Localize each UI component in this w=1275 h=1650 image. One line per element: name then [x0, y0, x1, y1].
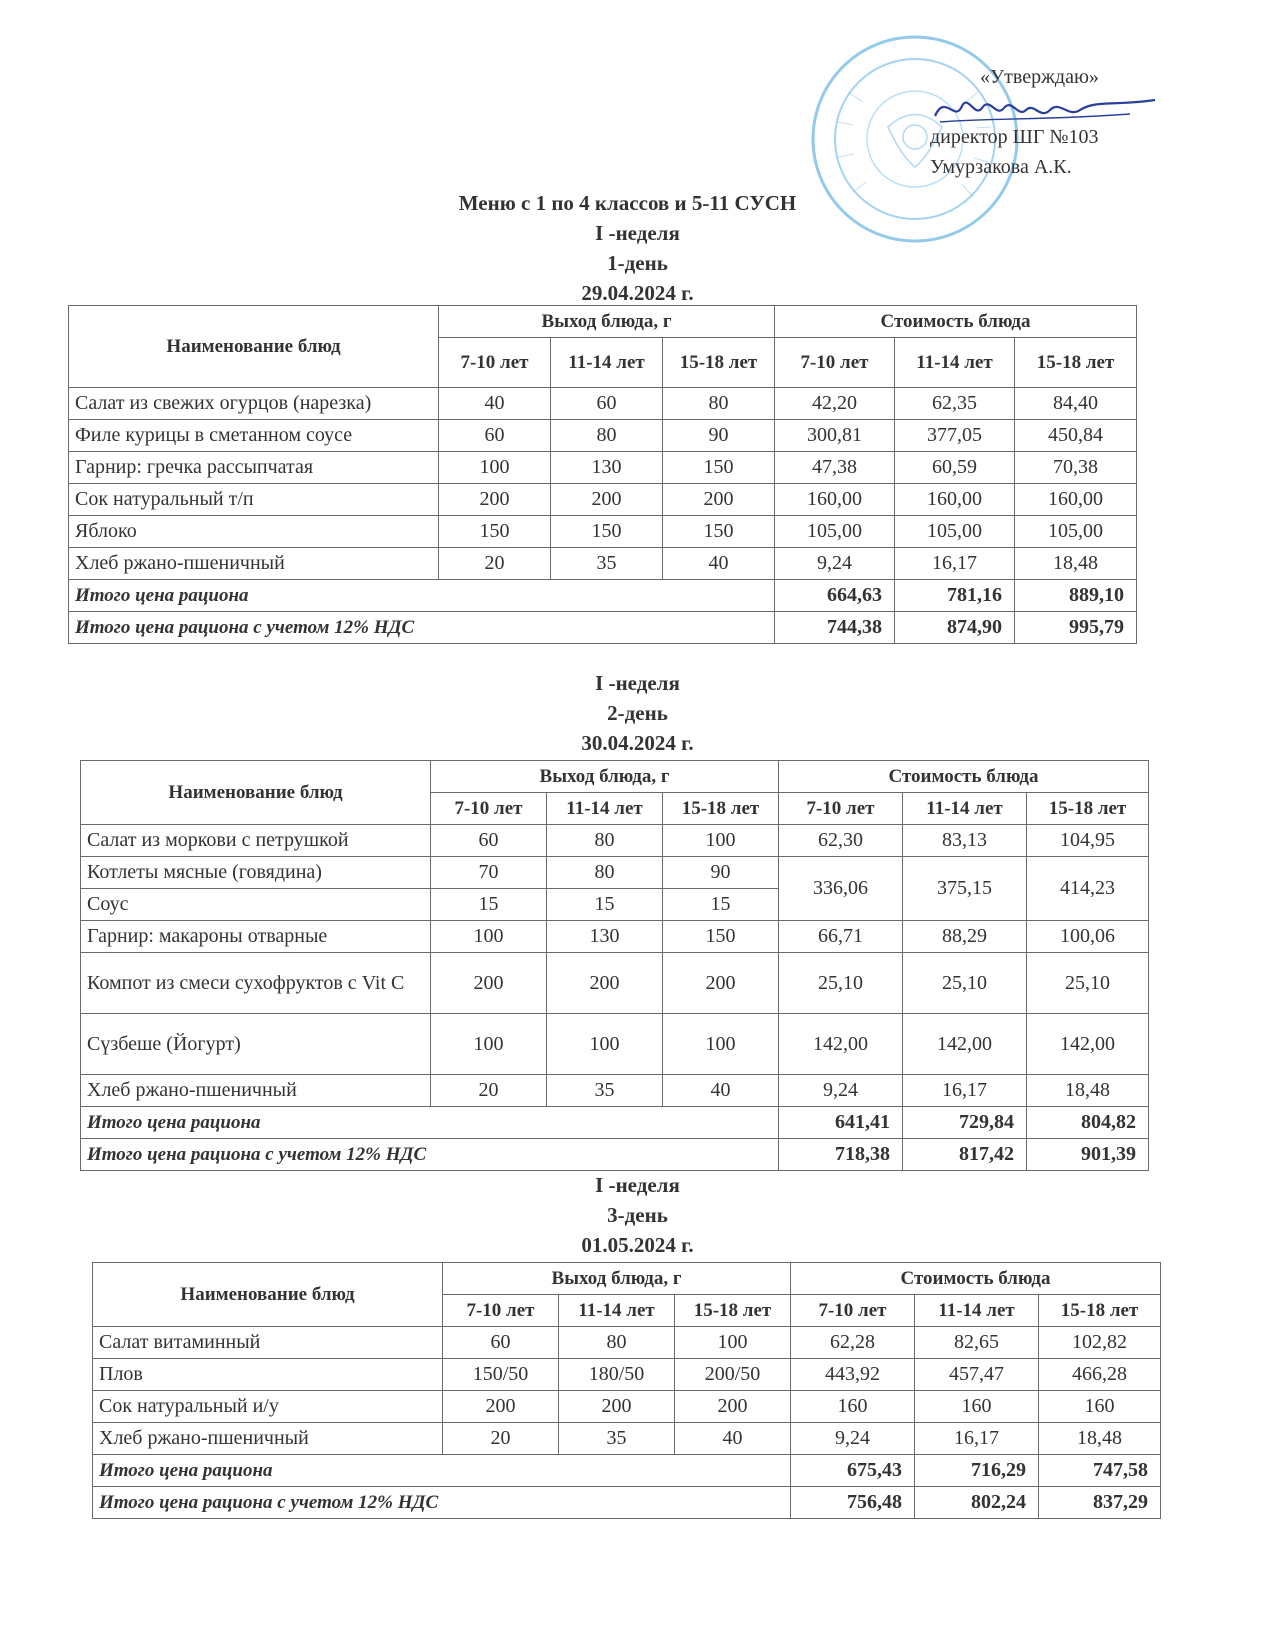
col-age: 7-10 лет	[775, 338, 895, 388]
output-value: 200	[559, 1391, 675, 1423]
cost-value: 450,84	[1015, 420, 1137, 452]
output-value: 80	[547, 825, 663, 857]
dish-name: Салат витаминный	[93, 1327, 443, 1359]
approval-name: Умурзакова А.К.	[930, 156, 1072, 178]
dish-name: Филе курицы в сметанном соусе	[69, 420, 439, 452]
day3-menu-table	[92, 1262, 1161, 1519]
output-value: 70	[431, 857, 547, 889]
cost-value: 9,24	[791, 1423, 915, 1455]
output-value: 15	[663, 889, 779, 921]
output-value: 100	[675, 1327, 791, 1359]
total-row	[81, 1107, 1149, 1139]
cost-value: 142,00	[1027, 1014, 1149, 1075]
cost-value: 25,10	[779, 953, 903, 1014]
cost-value: 18,48	[1039, 1423, 1161, 1455]
output-value: 200/50	[675, 1359, 791, 1391]
table-row	[93, 1327, 1161, 1359]
cost-value: 62,28	[791, 1327, 915, 1359]
vat-total-value: 744,38	[775, 612, 895, 644]
cost-value: 160	[915, 1391, 1039, 1423]
cost-value: 83,13	[903, 825, 1027, 857]
output-value: 200	[551, 484, 663, 516]
cost-value: 16,17	[903, 1075, 1027, 1107]
dish-name: Соус	[81, 889, 431, 921]
col-age: 7-10 лет	[791, 1295, 915, 1327]
table-row	[69, 388, 1137, 420]
dish-name: Сок натуральный и/у	[93, 1391, 443, 1423]
output-value: 200	[431, 953, 547, 1014]
output-value: 90	[663, 420, 775, 452]
day2-menu-table	[80, 760, 1149, 1171]
output-value: 150	[439, 516, 551, 548]
cost-value: 443,92	[791, 1359, 915, 1391]
total-value: 716,29	[915, 1455, 1039, 1487]
cost-value: 160,00	[1015, 484, 1137, 516]
cost-value: 414,23	[1027, 857, 1149, 921]
table-row	[81, 1014, 1149, 1075]
day1-heading	[0, 188, 1275, 308]
total-value: 747,58	[1039, 1455, 1161, 1487]
col-age: 15-18 лет	[663, 338, 775, 388]
output-value: 200	[675, 1391, 791, 1423]
col-age: 15-18 лет	[663, 793, 779, 825]
dish-name: Сүзбеше (Йогурт)	[81, 1014, 431, 1075]
cost-value: 160,00	[775, 484, 895, 516]
dish-name: Гарнир: макароны отварные	[81, 921, 431, 953]
cost-value: 105,00	[775, 516, 895, 548]
dish-name: Хлеб ржано-пшеничный	[69, 548, 439, 580]
output-value: 20	[431, 1075, 547, 1107]
col-age: 7-10 лет	[431, 793, 547, 825]
cost-value: 102,82	[1039, 1327, 1161, 1359]
total-value: 781,16	[895, 580, 1015, 612]
day2-day: 2-день	[607, 701, 668, 725]
cost-value: 9,24	[779, 1075, 903, 1107]
cost-value: 105,00	[895, 516, 1015, 548]
output-value: 150/50	[443, 1359, 559, 1391]
table-row	[93, 1359, 1161, 1391]
output-value: 40	[439, 388, 551, 420]
col-age: 7-10 лет	[779, 793, 903, 825]
col-output: Выход блюда, г	[443, 1263, 791, 1295]
cost-value: 66,71	[779, 921, 903, 953]
output-value: 60	[431, 825, 547, 857]
vat-total-row	[93, 1487, 1161, 1519]
total-value: 804,82	[1027, 1107, 1149, 1139]
output-value: 20	[443, 1423, 559, 1455]
day3-week: I -неделя	[595, 1173, 680, 1197]
total-value: 675,43	[791, 1455, 915, 1487]
cost-value: 84,40	[1015, 388, 1137, 420]
col-output: Выход блюда, г	[439, 306, 775, 338]
output-value: 80	[663, 388, 775, 420]
vat-total-value: 802,24	[915, 1487, 1039, 1519]
output-value: 100	[663, 825, 779, 857]
output-value: 60	[439, 420, 551, 452]
output-value: 100	[663, 1014, 779, 1075]
cost-value: 25,10	[1027, 953, 1149, 1014]
day2-heading	[0, 668, 1275, 758]
output-value: 150	[663, 452, 775, 484]
dish-name: Салат из моркови с петрушкой	[81, 825, 431, 857]
vat-total-row	[81, 1139, 1149, 1171]
col-cost: Стоимость блюда	[775, 306, 1137, 338]
cost-value: 62,35	[895, 388, 1015, 420]
table-row	[69, 516, 1137, 548]
day3-heading	[0, 1170, 1275, 1260]
col-cost: Стоимость блюда	[791, 1263, 1161, 1295]
col-cost: Стоимость блюда	[779, 761, 1149, 793]
cost-value: 16,17	[915, 1423, 1039, 1455]
output-value: 40	[675, 1423, 791, 1455]
vat-total-value: 718,38	[779, 1139, 903, 1171]
output-value: 60	[443, 1327, 559, 1359]
output-value: 200	[663, 484, 775, 516]
day2-week: I -неделя	[595, 671, 680, 695]
vat-total-label: Итого цена рациона с учетом 12% НДС	[93, 1487, 791, 1519]
cost-value: 466,28	[1039, 1359, 1161, 1391]
output-value: 200	[443, 1391, 559, 1423]
dish-name: Котлеты мясные (говядина)	[81, 857, 431, 889]
cost-value: 336,06	[779, 857, 903, 921]
vat-total-row	[69, 612, 1137, 644]
output-value: 60	[551, 388, 663, 420]
col-age: 11-14 лет	[903, 793, 1027, 825]
cost-value: 25,10	[903, 953, 1027, 1014]
output-value: 35	[547, 1075, 663, 1107]
approval-block	[910, 62, 1210, 182]
table-row	[69, 420, 1137, 452]
output-value: 80	[559, 1327, 675, 1359]
vat-total-label: Итого цена рациона с учетом 12% НДС	[69, 612, 775, 644]
cost-value: 100,06	[1027, 921, 1149, 953]
output-value: 150	[551, 516, 663, 548]
output-value: 200	[547, 953, 663, 1014]
output-value: 150	[663, 921, 779, 953]
cost-value: 16,17	[895, 548, 1015, 580]
output-value: 100	[431, 921, 547, 953]
cost-value: 70,38	[1015, 452, 1137, 484]
cost-value: 105,00	[1015, 516, 1137, 548]
output-value: 15	[547, 889, 663, 921]
output-value: 40	[663, 1075, 779, 1107]
day3-day: 3-день	[607, 1203, 668, 1227]
cost-value: 88,29	[903, 921, 1027, 953]
output-value: 200	[439, 484, 551, 516]
dish-name: Яблоко	[69, 516, 439, 548]
table-row	[93, 1423, 1161, 1455]
output-value: 80	[547, 857, 663, 889]
total-label: Итого цена рациона	[81, 1107, 779, 1139]
vat-total-value: 901,39	[1027, 1139, 1149, 1171]
total-label: Итого цена рациона	[69, 580, 775, 612]
total-value: 664,63	[775, 580, 895, 612]
cost-value: 160,00	[895, 484, 1015, 516]
vat-total-value: 817,42	[903, 1139, 1027, 1171]
approval-position: директор ШГ №103	[930, 126, 1099, 148]
output-value: 200	[663, 953, 779, 1014]
col-age: 11-14 лет	[895, 338, 1015, 388]
menu-title: Меню с 1 по 4 классов и 5-11 СУСН	[458, 191, 797, 215]
total-row	[69, 580, 1137, 612]
day3-date: 01.05.2024 г.	[581, 1233, 694, 1257]
day2-date: 30.04.2024 г.	[581, 731, 694, 755]
table-row	[81, 857, 1149, 889]
output-value: 130	[547, 921, 663, 953]
vat-total-value: 874,90	[895, 612, 1015, 644]
cost-value: 62,30	[779, 825, 903, 857]
col-dish-name: Наименование блюд	[81, 761, 431, 825]
day1-week: I -неделя	[595, 221, 680, 245]
output-value: 180/50	[559, 1359, 675, 1391]
output-value: 100	[439, 452, 551, 484]
cost-value: 377,05	[895, 420, 1015, 452]
table-row	[93, 1391, 1161, 1423]
col-dish-name: Наименование блюд	[69, 306, 439, 388]
cost-value: 160	[791, 1391, 915, 1423]
vat-total-label: Итого цена рациона с учетом 12% НДС	[81, 1139, 779, 1171]
total-value: 729,84	[903, 1107, 1027, 1139]
dish-name: Гарнир: гречка рассыпчатая	[69, 452, 439, 484]
total-value: 641,41	[779, 1107, 903, 1139]
output-value: 80	[551, 420, 663, 452]
dish-name: Хлеб ржано-пшеничный	[81, 1075, 431, 1107]
output-value: 40	[663, 548, 775, 580]
col-age: 15-18 лет	[675, 1295, 791, 1327]
col-dish-name: Наименование блюд	[93, 1263, 443, 1327]
approval-title: «Утверждаю»	[980, 66, 1099, 88]
dish-name: Салат из свежих огурцов (нарезка)	[69, 388, 439, 420]
cost-value: 104,95	[1027, 825, 1149, 857]
output-value: 20	[439, 548, 551, 580]
day1-date: 29.04.2024 г.	[581, 281, 694, 305]
cost-value: 47,38	[775, 452, 895, 484]
cost-value: 375,15	[903, 857, 1027, 921]
table-row	[69, 548, 1137, 580]
dish-name: Сок натуральный т/п	[69, 484, 439, 516]
col-age: 7-10 лет	[443, 1295, 559, 1327]
vat-total-value: 756,48	[791, 1487, 915, 1519]
cost-value: 300,81	[775, 420, 895, 452]
cost-value: 82,65	[915, 1327, 1039, 1359]
col-age: 15-18 лет	[1015, 338, 1137, 388]
output-value: 130	[551, 452, 663, 484]
col-age: 11-14 лет	[559, 1295, 675, 1327]
vat-total-value: 995,79	[1015, 612, 1137, 644]
cost-value: 18,48	[1015, 548, 1137, 580]
cost-value: 142,00	[903, 1014, 1027, 1075]
day1-menu-table	[68, 305, 1137, 644]
col-age: 11-14 лет	[551, 338, 663, 388]
cost-value: 160	[1039, 1391, 1161, 1423]
col-age: 15-18 лет	[1027, 793, 1149, 825]
output-value: 35	[551, 548, 663, 580]
table-row	[81, 825, 1149, 857]
output-value: 35	[559, 1423, 675, 1455]
dish-name: Хлеб ржано-пшеничный	[93, 1423, 443, 1455]
cost-value: 9,24	[775, 548, 895, 580]
col-age: 11-14 лет	[547, 793, 663, 825]
output-value: 100	[431, 1014, 547, 1075]
total-row	[93, 1455, 1161, 1487]
col-age: 11-14 лет	[915, 1295, 1039, 1327]
total-value: 889,10	[1015, 580, 1137, 612]
output-value: 15	[431, 889, 547, 921]
cost-value: 457,47	[915, 1359, 1039, 1391]
cost-value: 42,20	[775, 388, 895, 420]
cost-value: 18,48	[1027, 1075, 1149, 1107]
table-row	[81, 953, 1149, 1014]
table-row	[81, 1075, 1149, 1107]
table-row	[81, 921, 1149, 953]
cost-value: 142,00	[779, 1014, 903, 1075]
dish-name: Плов	[93, 1359, 443, 1391]
output-value: 150	[663, 516, 775, 548]
table-row	[69, 484, 1137, 516]
total-label: Итого цена рациона	[93, 1455, 791, 1487]
output-value: 100	[547, 1014, 663, 1075]
col-age: 7-10 лет	[439, 338, 551, 388]
col-age: 15-18 лет	[1039, 1295, 1161, 1327]
vat-total-value: 837,29	[1039, 1487, 1161, 1519]
cost-value: 60,59	[895, 452, 1015, 484]
col-output: Выход блюда, г	[431, 761, 779, 793]
day1-day: 1-день	[607, 251, 668, 275]
output-value: 90	[663, 857, 779, 889]
table-row	[69, 452, 1137, 484]
dish-name: Компот из смеси сухофруктов с Vit C	[81, 953, 431, 1014]
